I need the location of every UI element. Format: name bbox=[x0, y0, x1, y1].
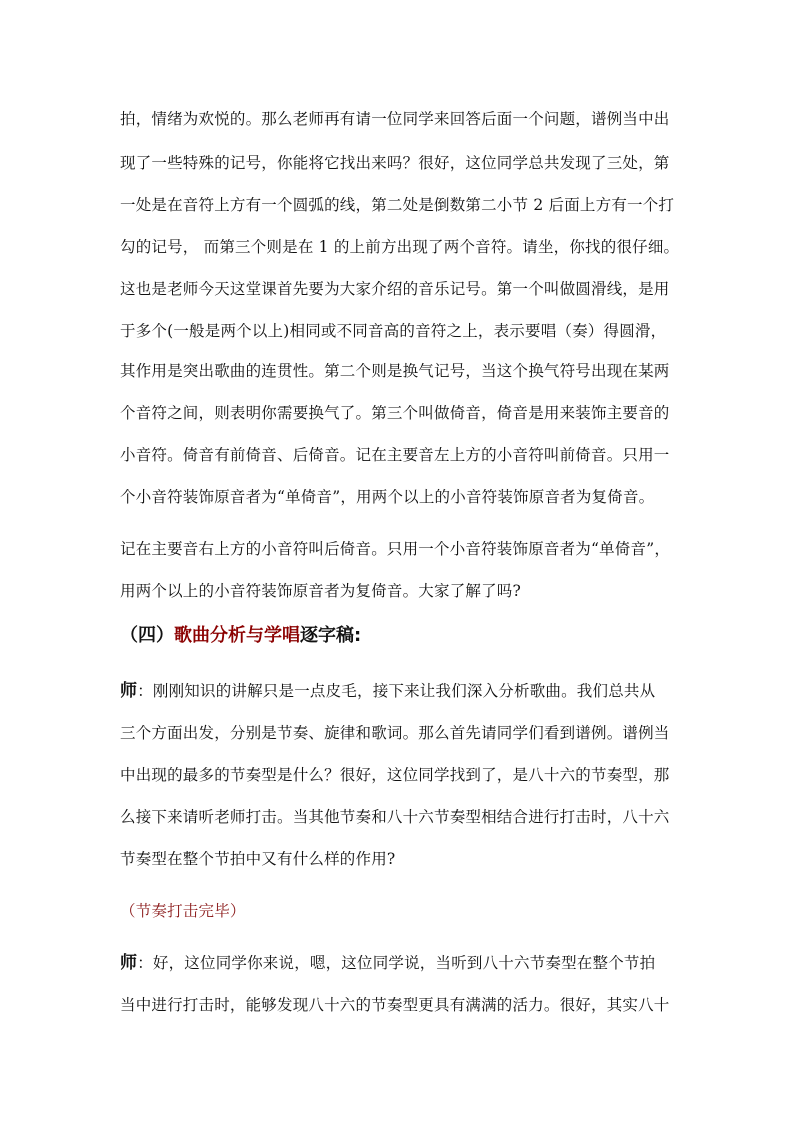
heading-suffix: 逐字稿: bbox=[300, 625, 362, 646]
stage-note: （节奏打击完毕） bbox=[120, 902, 246, 920]
text-line: 个音符之间，则表明你需要换气了。第三个叫做倚音，倚音是用来装饰主要音的 bbox=[120, 404, 670, 422]
text-line: 当中进行打击时，能够发现八十六的节奏型更具有满满的活力。很好，其实八十 bbox=[120, 996, 670, 1014]
dialogue-text: ：刚刚知识的讲解只是一点皮毛，接下来让我们深入分析歌曲。我们总共从 bbox=[137, 682, 656, 700]
text-line: 中出现的最多的节奏型是什么？很好，这位同学找到了，是八十六的节奏型，那 bbox=[120, 766, 670, 784]
speaker-label: 师 bbox=[120, 953, 138, 973]
text-line: 现了一些特殊的记号，你能将它找出来吗？很好，这位同学总共发现了三处，第 bbox=[120, 154, 670, 172]
section-heading bbox=[120, 622, 361, 650]
text-line: 勾的记号， 而第三个则是在 1 的上前方出现了两个音符。请坐，你找的很仔细。 bbox=[120, 238, 680, 256]
text-line: 记在主要音右上方的小音符叫后倚音。只用一个小音符装饰原音者为“单倚音”， bbox=[120, 540, 671, 558]
text-line: 用两个以上的小音符装饰原音者为复倚音。大家了解了吗? bbox=[120, 582, 522, 600]
text-line: 其作用是突出歌曲的连贯性。第二个则是换气记号，当这个换气符号出现在某两 bbox=[120, 362, 670, 380]
dialogue-text: ：好，这位同学你来说，嗯，这位同学说，当听到八十六节奏型在整个节拍 bbox=[137, 954, 656, 972]
text-line: 小音符。倚音有前倚音、后倚音。记在主要音左上方的小音符叫前倚音。只用一 bbox=[120, 446, 670, 464]
heading-title: 歌曲分析与学唱 bbox=[174, 625, 300, 646]
speaker-label: 师 bbox=[120, 681, 138, 701]
text-line: 么接下来请听老师打击。当其他节奏和八十六节奏型相结合进行打击时，八十六 bbox=[120, 808, 670, 826]
dialogue-line bbox=[120, 952, 680, 974]
text-line: 于多个(一般是两个以上)相同或不同音高的音符之上，表示要唱（奏）得圆滑， bbox=[120, 322, 667, 340]
text-line: 这也是老师今天这堂课首先要为大家介绍的音乐记号。第一个叫做圆滑线，是用 bbox=[120, 280, 670, 298]
text-line: 拍，情绪为欢悦的。那么老师再有请一位同学来回答后面一个问题，谱例当中出 bbox=[120, 110, 670, 128]
dialogue-line bbox=[120, 680, 680, 702]
text-line: 三个方面出发，分别是节奏、旋律和歌词。那么首先请同学们看到谱例。谱例当 bbox=[120, 724, 670, 742]
heading-prefix: （四） bbox=[120, 625, 174, 646]
text-line: 节奏型在整个节拍中又有什么样的作用? bbox=[120, 850, 396, 868]
text-line: 个小音符装饰原音者为“单倚音”，用两个以上的小音符装饰原音者为复倚音。 bbox=[120, 488, 655, 506]
text-line: 一处是在音符上方有一个圆弧的线，第二处是倒数第二小节 2 后面上方有一个打 bbox=[120, 196, 675, 214]
